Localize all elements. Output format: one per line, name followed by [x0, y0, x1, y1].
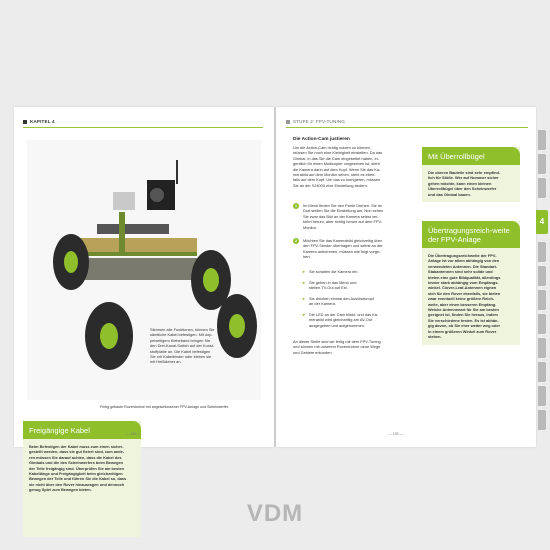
text-line: Stimmen alle Funktionen, können Sie	[150, 327, 215, 332]
text-line: Sie schalten die Kamera ein.	[309, 269, 359, 274]
tip-line: Überrollbügel über den Scheinwerfer	[428, 186, 497, 192]
text-line: und können mit unserem Roverdrohne neue Wege	[293, 344, 381, 350]
tip-box-body	[23, 439, 141, 498]
step-number: 2	[294, 238, 298, 243]
text-line: ausgegeben und aufgenommen.	[309, 322, 366, 328]
tip-line: Beim Befestigen der Kabel muss zum einen sicher-	[29, 444, 124, 449]
text-line: Im Menü finden Sie den Punkt Drehen. Sie ist	[303, 203, 382, 208]
header-square-icon	[23, 120, 27, 124]
text-line: und Gebiete erkunden.	[293, 349, 333, 355]
chapter-tab[interactable]	[538, 386, 546, 406]
stage-header-label: STUFE 2: FPV-TUNING	[293, 119, 346, 124]
chapter-tab[interactable]	[538, 130, 546, 150]
text-line: An dieser Stelle sind wir fertig mit dem FPV-Tuning	[293, 339, 381, 344]
text-line: Möchten Sie das Kamerabild gleichzeitig über	[303, 238, 382, 243]
text-line: pelseitigem Klebeband bringen Sie	[150, 337, 211, 343]
tip-line: Kabellänge und Freigängigkeit beim gleichzeitigen	[29, 471, 123, 477]
right-page	[276, 107, 536, 447]
tip-line: Stabantennen sind sehr solide und	[428, 269, 493, 275]
text-line: falls auf dem Kopf. Um das zu korrigieren, müssen	[293, 177, 381, 183]
header-rule	[286, 127, 528, 128]
tip-line: sich für den Rover ebenfalls, sie bieten	[428, 290, 501, 296]
chapter-tab[interactable]	[538, 338, 546, 358]
text-line: Sie gehen in das Menü und	[309, 280, 357, 285]
tip-box-body	[422, 248, 520, 345]
chapter-tab[interactable]	[538, 290, 546, 310]
chapter-tab[interactable]	[538, 242, 546, 262]
tip-line: immer stark abhängig vom Empfangs-	[428, 280, 499, 286]
tip-line: stehen.	[428, 334, 442, 340]
bullet-item	[302, 312, 405, 328]
tip-line: ren müssen Sie darauf achten, dass die Kabel des	[29, 454, 122, 460]
text-line: stellen TV-Out auf Ein.	[309, 285, 348, 291]
tip-box-title: Freigängige Kabel	[23, 421, 141, 439]
tip-line: gig davon, ob Sie eher weiter weg oder	[428, 323, 500, 329]
tip-line: bieten eine gute Bildqualität, allerdings	[428, 274, 501, 280]
tip-line: gehen möchte, kann einen kleinen	[428, 180, 492, 186]
tip-line: Gimbals und die des Scheinwerfers beim Bewegen	[29, 460, 124, 466]
chapter-header	[23, 119, 55, 124]
page-number-left: — 154 —	[126, 432, 142, 436]
text-line: an der Kamera.	[309, 301, 336, 307]
header-square-icon	[286, 120, 290, 124]
text-line: hen:	[303, 254, 311, 260]
tip-line: zwar eventuell keine größere Reich-	[428, 296, 495, 302]
photo-caption: Fertig gebaute Roverdrohne mit angeschlossener FPV-Anlage und Scheinwerfer.	[100, 405, 229, 409]
tip-line: geeignet ist, finden Sie heraus, indem	[428, 312, 498, 318]
bullet-item	[302, 280, 405, 291]
step-text	[303, 238, 411, 260]
tip-line: Die oberen Bauteile sind sehr empfind-	[428, 170, 501, 175]
tip-box-body	[422, 165, 520, 202]
header-rule	[23, 127, 263, 128]
chapter-tab[interactable]	[538, 362, 546, 382]
text-line: Die LED an der Cam blinkt, und das Ka-	[309, 312, 379, 317]
text-line: Kamera aufnehmen, müssen wie folgt vorge-	[303, 248, 381, 254]
tip-line: genug Spiel zum Bewegen bieten.	[29, 487, 92, 493]
text-line: Dort stellen Sie die Einstellung am. Nun sehen	[303, 208, 384, 214]
text-line: den Drei-Kanal-Switch auf der Kunst-	[150, 343, 215, 349]
chapter-tab[interactable]	[538, 314, 546, 334]
chapter-tab[interactable]	[538, 154, 546, 174]
tip-line: verwendeten Antennen. Die Standart-	[428, 263, 498, 269]
tip-line: gestellt werden, dass sie gut fixiert sind, zum ande-	[29, 449, 125, 455]
text-line: Sie drücken einmal den Auslöseknopf	[309, 296, 374, 301]
tip-line: Bewegen der Teile und führen Sie die Kabel so, dass	[29, 476, 127, 482]
arrow-icon: ►	[302, 312, 306, 317]
text-line: gentlich für einen Multicopter vorgesehen ist, steht	[293, 161, 380, 167]
tip-line: und das Gimbal bauen.	[428, 191, 471, 197]
text-line: sämtliche Kabel befestigen. Mit dop-	[150, 332, 213, 338]
tip-line: der Teile freigängig sind. Überprüfen Sie am besten	[29, 465, 125, 471]
text-line: die Kamera darin auf dem Kopf. Wenn Sie das Ka-	[293, 166, 381, 172]
text-line: Um die Action-Cam richtig nutzen zu können,	[293, 145, 371, 150]
text-line: kehrt herum, aber richtig herum auf dem FPV-	[303, 219, 383, 225]
tip-line: winkel. Clover-Leaf-Antennen eignen	[428, 285, 497, 291]
text-line: mit Heißkleber an.	[150, 359, 182, 365]
page-number-right: — 155 —	[388, 432, 404, 436]
tip-line: weite, aber einen besseren Empfang.	[428, 301, 497, 307]
arrow-icon: ►	[302, 296, 306, 301]
section-title: Die Action-Cam justieren	[293, 137, 350, 142]
tip-box-fpv-range	[422, 221, 520, 345]
tip-line: Welche Antennenart für Sie am besten	[428, 307, 499, 313]
bullet-item	[302, 296, 405, 307]
publisher-watermark: VDM	[246, 500, 304, 527]
left-page	[14, 107, 274, 493]
chapter-tab[interactable]	[538, 178, 546, 198]
text-line: den FPV-Sender übertragen und selbst an der	[303, 243, 383, 249]
bullet-item	[302, 269, 405, 274]
tip-line: Sie verschiedene testen. Es ist abhän-	[428, 317, 499, 323]
tip-box-title: Mit Überrollbügel	[422, 147, 520, 165]
tip-line: sie nicht über den Rover hinausragen und dennoch	[29, 481, 125, 487]
step-text	[303, 203, 411, 230]
text-line: Monitor.	[303, 224, 317, 230]
chapter-tab[interactable]	[538, 410, 546, 430]
left-body-text	[150, 327, 262, 365]
text-line: Sie zwar das Bild an der Kamera selbst ver-	[303, 213, 379, 219]
arrow-icon: ►	[302, 269, 306, 274]
chapter-tab[interactable]	[538, 266, 546, 286]
chapter-header-label: KAPITEL 4	[30, 119, 55, 124]
tip-line: in einem größeren Winkel zum Rover	[428, 328, 497, 334]
closing-text	[293, 339, 411, 355]
tip-box-title: Übertragungsreich-weite der FPV-Anlage	[422, 221, 520, 248]
tip-line: Anlage ist vor allem abhängig von den	[428, 258, 500, 264]
text-line: merabild auf dem Monitor sehen, steht es eben-	[293, 172, 376, 178]
text-line: Sie mit Kabelbinder oder kleben sie	[150, 354, 212, 360]
text-line: stoffplatte an. Die Kabel befestigen	[150, 348, 211, 354]
text-line: merabild wird gleichzeitig am AV-Out	[309, 317, 373, 323]
text-line: Gimbal, in das Sie die Cam eingebettet haben, ei-	[293, 155, 379, 161]
intro-text	[293, 145, 411, 188]
chapter-tab-active[interactable]: 4	[536, 210, 548, 234]
stage-header	[286, 119, 345, 124]
tip-line: Die Übertragungsreichweite der FPV-	[428, 253, 497, 258]
step-number: 1	[294, 203, 298, 208]
text-line: Sie an der SJ4000 eine Einstellung ändern.	[293, 182, 368, 188]
tip-line: lich für Stöße. Wer auf Nummer sicher	[428, 175, 499, 181]
arrow-icon: ►	[302, 280, 306, 285]
tip-box-rollbar	[422, 147, 520, 202]
text-line: müssen Sie noch eine Kleinigkeit einstellen. Da das	[293, 150, 383, 156]
